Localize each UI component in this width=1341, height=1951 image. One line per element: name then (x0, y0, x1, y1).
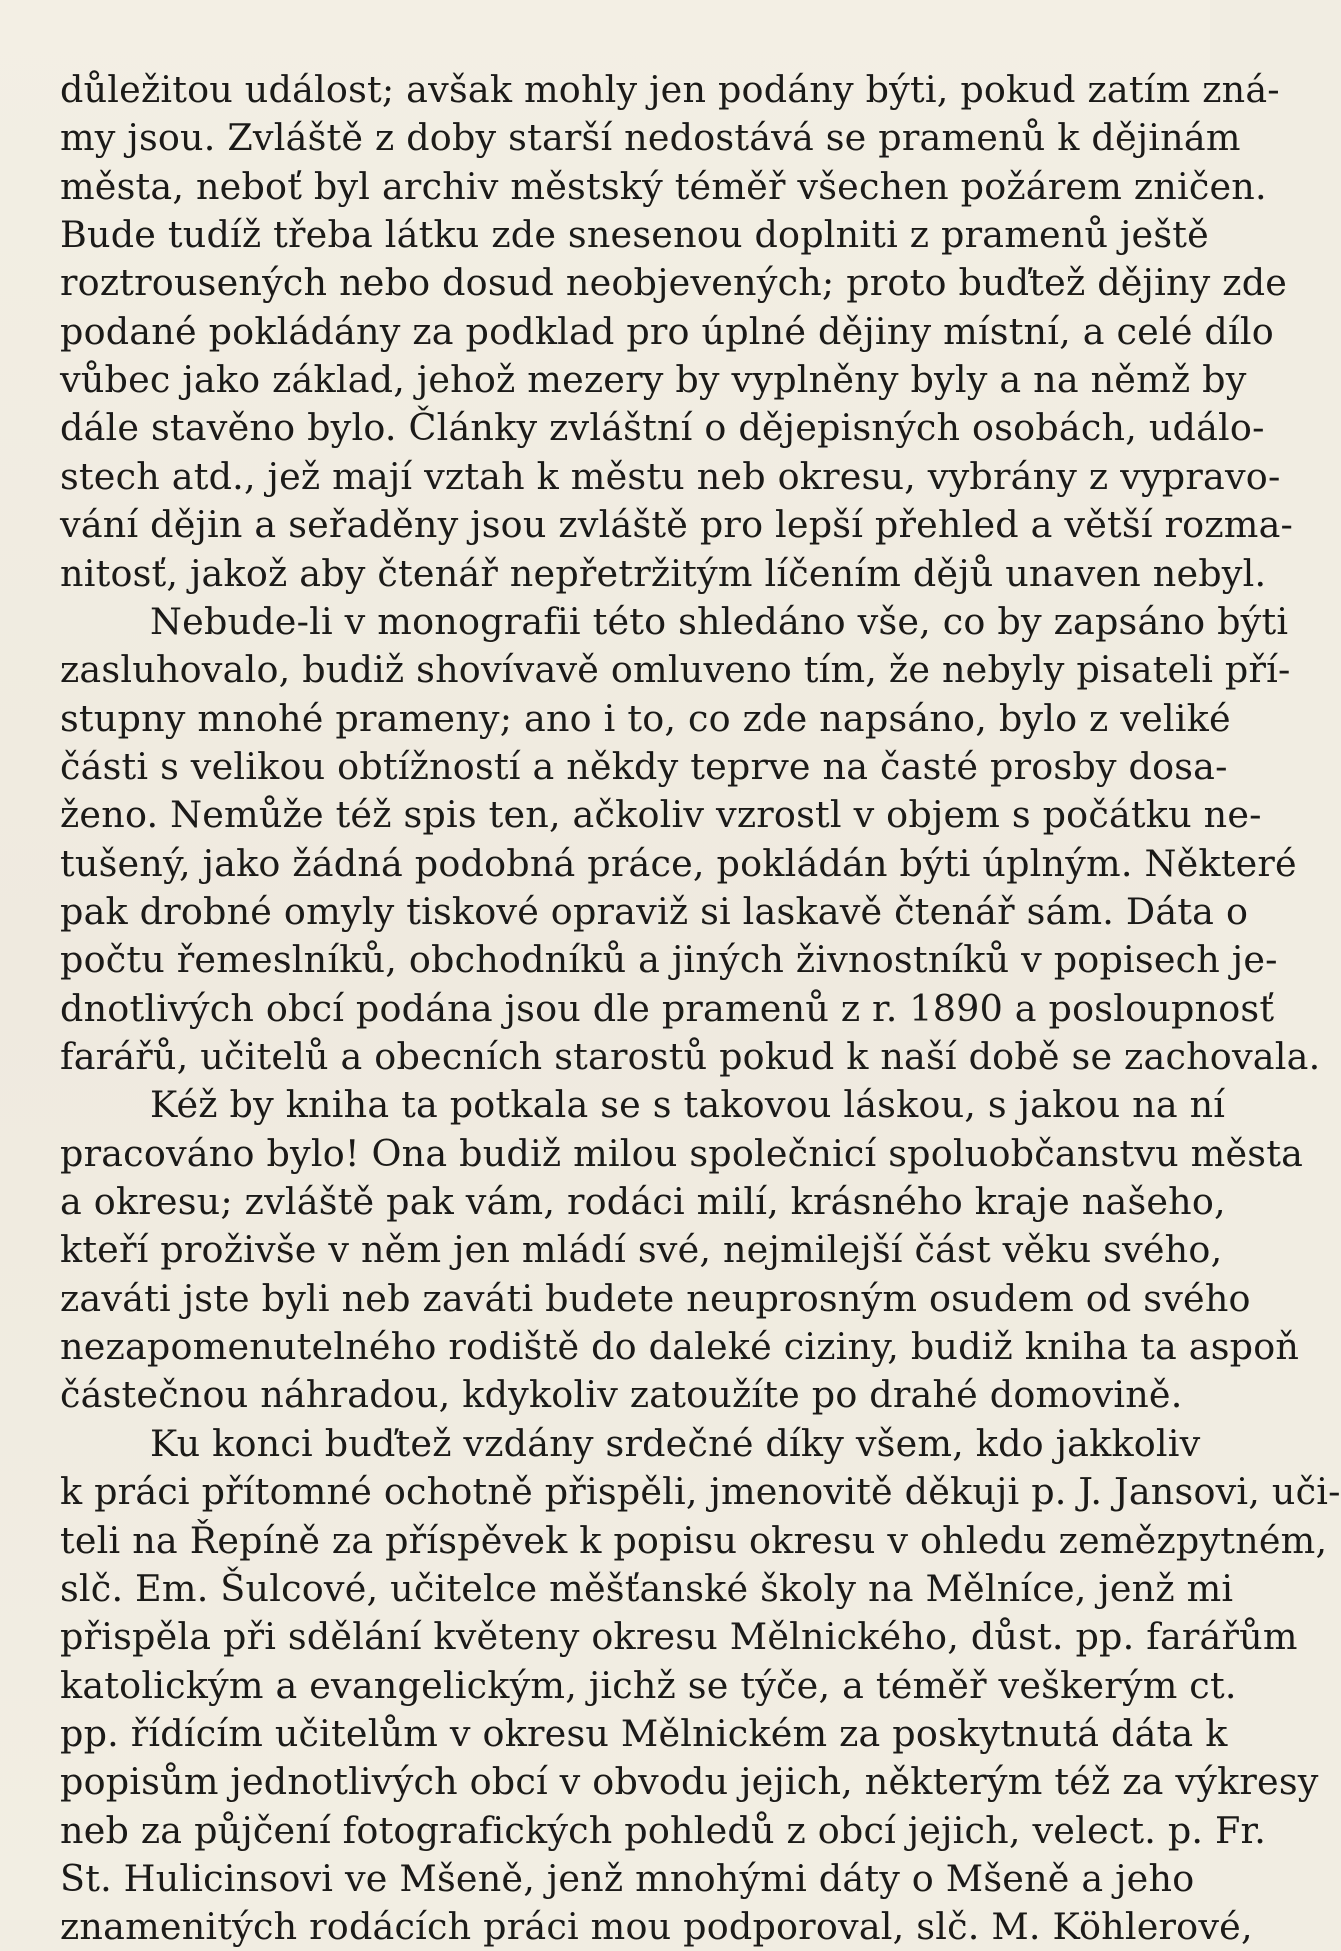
text-line: zaváti jste byli neb zaváti budete neuprosným osudem od svého (60, 1276, 1251, 1320)
text-line: nezapomenutelného rodiště do daleké ciziny, budiž kniha ta aspoň (60, 1325, 1300, 1369)
text-line: farářů, učitelů a obecních starostů pokud k naší době se zachovala. (60, 1035, 1321, 1078)
text-line: St. Hulicinsovi ve Mšeně, jenž mnohými dáty o Mšeně a jeho (60, 1856, 1195, 1900)
text-line: slč. Em. Šulcové, učitelce měšťanské školy na Mělníce, jenž mi (60, 1566, 1234, 1610)
text-line: zasluhovalo, budiž shovívavě omluveno tím, že nebyly pisateli pří- (60, 648, 1291, 692)
text-line: důležitou událost; avšak mohly jen podány býti, pokud zatím zná- (60, 68, 1280, 111)
text-line: stupny mnohé prameny; ano i to, co zde napsáno, bylo z veliké (60, 696, 1231, 740)
text-line: stech atd., jež mají vztah k městu neb okresu, vybrány z vypravo- (60, 454, 1281, 498)
text-line: kteří proživše v něm jen mládí své, nejmilejší část věku svého, (60, 1228, 1223, 1272)
text-line: znamenitých rodácích práci mou podporoval, slč. M. Köhlerové, (60, 1905, 1253, 1949)
text-line: a okresu; zvláště pak vám, rodáci milí, krásného kraje našeho, (60, 1180, 1226, 1224)
text-line: tušený, jako žádná podobná práce, pokládán býti úplným. Některé (60, 841, 1297, 885)
text-line: města, neboť byl archiv městský téměř všechen požárem zničen. (60, 164, 1267, 208)
text-line: dále stavěno bylo. Články zvláštní o dějepisných osobách, událo- (60, 406, 1265, 450)
text-line: neb za půjčení fotografických pohledů z obcí jejich, velect. p. Fr. (60, 1808, 1266, 1852)
text-line: my jsou. Zvláště z doby starší nedostává se pramenů k dějinám (60, 116, 1241, 160)
text-line: pp. řídícím učitelům v okresu Mělnickém za poskytnutá dáta k (60, 1711, 1228, 1755)
text-line: teli na Řepíně za příspěvek k popisu okresu v ohledu zemězpytném, (60, 1518, 1328, 1562)
text-line: počtu řemeslníků, obchodníků a jiných živnostníků v popisech je- (60, 938, 1278, 982)
text-line: podané pokládány za podklad pro úplné dějiny místní, a celé dílo (60, 309, 1274, 353)
text-line: pracováno bylo! Ona budiž milou společnicí spoluobčanstvu města (60, 1131, 1304, 1175)
text-line: pak drobné omyly tiskové opraviž si laskavě čtenář sám. Dáta o (60, 889, 1249, 933)
text-line: přispěla při sdělání květeny okresu Mělnického, důst. pp. farářům (60, 1615, 1298, 1659)
text-line: katolickým a evangelickým, jichž se týče, a téměř veškerým ct. (60, 1663, 1237, 1707)
text-line: dnotlivých obcí podána jsou dle pramenů z r. 1890 a posloupnosť (60, 986, 1275, 1030)
text-line: k práci přítomné ochotně přispěli, jmenovitě děkuji p. J. Jansovi, uči- (60, 1470, 1341, 1514)
text-line: Ku konci buďtež vzdány srdečné díky všem, kdo jakkoliv (150, 1421, 1201, 1465)
text-line: vání dějin a seřaděny jsou zvláště pro lepší přehled a větší rozma- (60, 503, 1294, 547)
text-line: roztrousených nebo dosud neobjevených; proto buďtež dějiny zde (60, 261, 1288, 305)
text-line: ženo. Nemůže též spis ten, ačkoliv vzrostl v objem s počátku ne- (60, 793, 1262, 837)
text-line: částečnou náhradou, kdykoliv zatoužíte po drahé domovině. (60, 1373, 1183, 1417)
text-line: Nebude-li v monografii této shledáno vše, co by zapsáno býti (150, 599, 1289, 643)
text-line: Kéž by kniha ta potkala se s takovou láskou, s jakou na ní (150, 1083, 1226, 1127)
text-line: části s velikou obtížností a někdy teprve na časté prosby dosa- (60, 744, 1228, 788)
text-line: popisům jednotlivých obcí v obvodu jejich, některým též za výkresy (60, 1760, 1319, 1804)
text-line: vůbec jako základ, jehož mezery by vyplněny byly a na němž by (60, 358, 1247, 402)
text-line: nitosť, jakož aby čtenář nepřetržitým líčením dějů unaven nebyl. (60, 551, 1267, 595)
text-line: Bude tudíž třeba látku zde snesenou doplniti z pramenů ještě (60, 213, 1209, 257)
